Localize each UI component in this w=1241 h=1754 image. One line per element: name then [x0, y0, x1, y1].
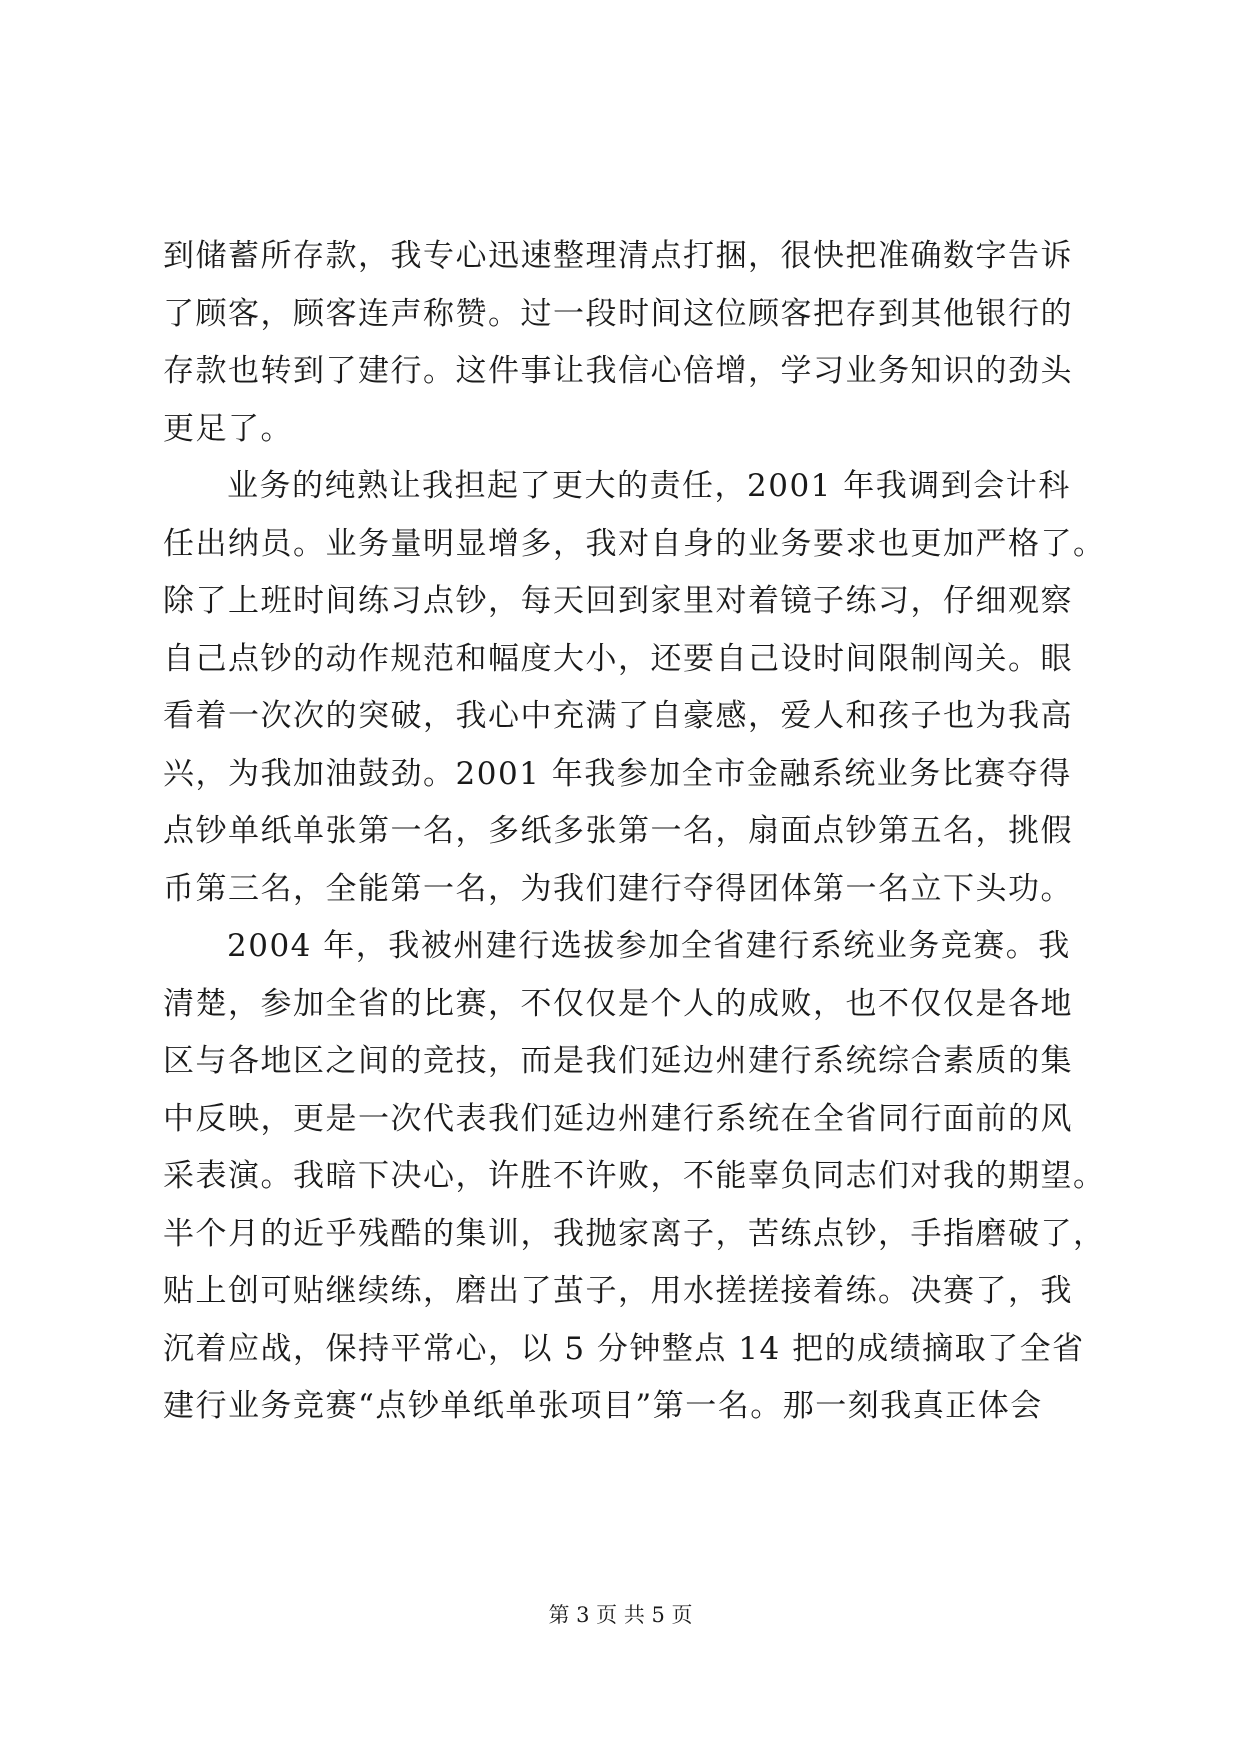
paragraph-first-line: 业务的纯熟让我担起了更大的责任，2001 年我调到会计科: [227, 468, 1071, 504]
text-line: 半个月的近乎残酷的集训，我抛家离子，苦练点钞，手指磨破了，: [163, 1215, 1106, 1252]
text-line: 更足了。: [163, 410, 293, 447]
page-number-footer: 第 3 页 共 5 页: [548, 1603, 693, 1627]
text-line: 看着一次次的突破，我心中充满了自豪感，爱人和孩子也为我高: [163, 698, 1073, 734]
text-line: 中反映，更是一次代表我们延边州建行系统在全省同行面前的风: [163, 1100, 1073, 1137]
body-text: [163, 228, 1106, 1436]
text-line: 建行业务竞赛“点钞单纸单张项目”第一名。那一刻我真正体会: [163, 1388, 1043, 1424]
text-line: 清楚，参加全省的比赛，不仅仅是个人的成败，也不仅仅是各地: [163, 985, 1073, 1022]
text-line: 点钞单纸单张第一名，多纸多张第一名，扇面点钞第五名，挑假: [163, 813, 1073, 849]
text-line: 了顾客，顾客连声称赞。过一段时间这位顾客把存到其他银行的: [163, 295, 1073, 332]
text-line: 自己点钞的动作规范和幅度大小，还要自己设时间限制闯关。眼: [163, 640, 1073, 677]
text-line: 存款也转到了建行。这件事让我信心倍增，学习业务知识的劲头: [163, 353, 1073, 389]
text-line: 沉着应战，保持平常心，以 5 分钟整点 14 把的成绩摘取了全省: [163, 1330, 1085, 1367]
text-line: 兴，为我加油鼓劲。2001 年我参加全市金融系统业务比赛夺得: [163, 755, 1072, 792]
text-line: 区与各地区之间的竞技，而是我们延边州建行系统综合素质的集: [163, 1043, 1073, 1079]
text-line: 除了上班时间练习点钞，每天回到家里对着镜子练习，仔细观察: [163, 583, 1073, 619]
text-line: 采表演。我暗下决心，许胜不许败，不能辜负同志们对我的期望。: [163, 1158, 1106, 1194]
text-line: 任出纳员。业务量明显增多，我对自身的业务要求也更加严格了。: [163, 525, 1106, 562]
text-line: 贴上创可贴继续练，磨出了茧子，用水搓搓接着练。决赛了，我: [163, 1273, 1073, 1309]
text-line: 到储蓄所存款，我专心迅速整理清点打捆，很快把准确数字告诉: [163, 238, 1073, 274]
paragraph-first-line: 2004 年，我被州建行选拔参加全省建行系统业务竞赛。我: [227, 928, 1071, 964]
text-line: 币第三名，全能第一名，为我们建行夺得团体第一名立下头功。: [163, 870, 1073, 907]
